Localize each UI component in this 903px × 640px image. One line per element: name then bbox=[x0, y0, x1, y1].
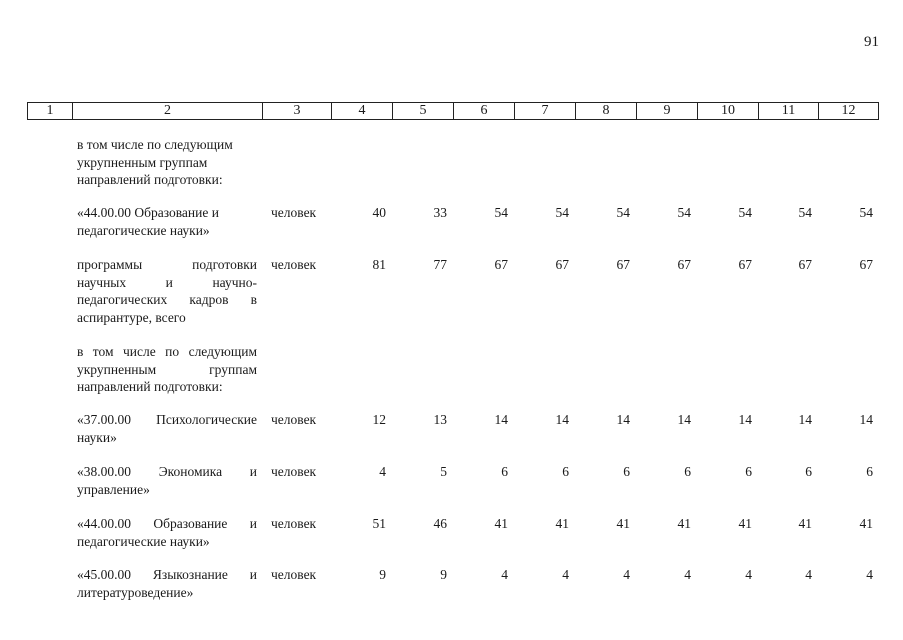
row-value: 41 bbox=[859, 516, 873, 531]
row-value: 4 bbox=[562, 567, 569, 582]
row-value: 67 bbox=[555, 257, 569, 272]
row-value: 4 bbox=[623, 567, 630, 582]
row-value: 54 bbox=[798, 205, 812, 220]
header-row bbox=[28, 103, 879, 120]
row-name: «44.00.00 Образование и педагогические науки» bbox=[77, 516, 257, 549]
header-cell: 11 bbox=[759, 103, 819, 120]
row-value: 6 bbox=[805, 464, 812, 479]
row-value: 77 bbox=[433, 257, 447, 272]
row-name: «37.00.00 Психологические науки» bbox=[77, 412, 257, 445]
row-value: 54 bbox=[494, 205, 508, 220]
header-cell: 1 bbox=[28, 103, 73, 120]
row-name: в том числе по следующим укрупненным группам направлений подготовки: bbox=[77, 344, 257, 394]
header-cell: 4 bbox=[332, 103, 393, 120]
row-value: 67 bbox=[738, 257, 752, 272]
page-number: 91 bbox=[864, 34, 879, 50]
row-value: 41 bbox=[555, 516, 569, 531]
row-name: «44.00.00 Образование и педагогические науки» bbox=[77, 205, 219, 238]
row-name: программы подготовки научных и научно-педагогических кадров в аспирантуре, всего bbox=[77, 257, 257, 325]
row-unit: человек bbox=[271, 516, 317, 531]
column-number-header bbox=[27, 102, 879, 120]
row-value: 14 bbox=[798, 412, 812, 427]
row-value: 6 bbox=[623, 464, 630, 479]
row-value: 6 bbox=[562, 464, 569, 479]
row-name: в том числе по следующим укрупненным группам направлений подготовки: bbox=[77, 137, 233, 187]
header-cell: 2 bbox=[73, 103, 263, 120]
row-value: 14 bbox=[859, 412, 873, 427]
row-value: 67 bbox=[494, 257, 508, 272]
row-value: 54 bbox=[555, 205, 569, 220]
row-name: «38.00.00 Экономика и управление» bbox=[77, 464, 257, 497]
row-value: 81 bbox=[372, 257, 386, 272]
row-value: 40 bbox=[372, 205, 386, 220]
row-value: 4 bbox=[379, 464, 386, 479]
row-value: 54 bbox=[738, 205, 752, 220]
row-value: 41 bbox=[677, 516, 691, 531]
row-value: 54 bbox=[616, 205, 630, 220]
row-value: 54 bbox=[677, 205, 691, 220]
row-value: 14 bbox=[616, 412, 630, 427]
header-cell: 10 bbox=[698, 103, 759, 120]
row-value: 33 bbox=[433, 205, 447, 220]
row-value: 14 bbox=[677, 412, 691, 427]
row-unit: человек bbox=[271, 412, 317, 427]
row-value: 4 bbox=[501, 567, 508, 582]
row-value: 51 bbox=[372, 516, 386, 531]
row-unit: человек bbox=[271, 567, 317, 582]
row-value: 9 bbox=[440, 567, 447, 582]
header-cell: 7 bbox=[515, 103, 576, 120]
row-value: 46 bbox=[433, 516, 447, 531]
row-value: 4 bbox=[866, 567, 873, 582]
header-cell: 8 bbox=[576, 103, 637, 120]
row-name: «45.00.00 Языкознание и литературоведение» bbox=[77, 567, 257, 600]
row-value: 6 bbox=[501, 464, 508, 479]
row-value: 14 bbox=[555, 412, 569, 427]
header-cell: 5 bbox=[393, 103, 454, 120]
row-value: 4 bbox=[805, 567, 812, 582]
row-value: 67 bbox=[798, 257, 812, 272]
row-value: 14 bbox=[494, 412, 508, 427]
row-unit: человек bbox=[271, 257, 317, 272]
row-value: 6 bbox=[745, 464, 752, 479]
row-value: 12 bbox=[372, 412, 386, 427]
row-value: 54 bbox=[859, 205, 873, 220]
row-value: 67 bbox=[616, 257, 630, 272]
header-cell: 6 bbox=[454, 103, 515, 120]
row-value: 67 bbox=[677, 257, 691, 272]
row-value: 41 bbox=[494, 516, 508, 531]
header-cell: 12 bbox=[819, 103, 879, 120]
header-cell: 9 bbox=[637, 103, 698, 120]
row-value: 5 bbox=[440, 464, 447, 479]
row-value: 41 bbox=[798, 516, 812, 531]
row-value: 13 bbox=[433, 412, 447, 427]
row-value: 4 bbox=[745, 567, 752, 582]
row-value: 41 bbox=[738, 516, 752, 531]
row-value: 41 bbox=[616, 516, 630, 531]
row-value: 6 bbox=[866, 464, 873, 479]
row-value: 14 bbox=[738, 412, 752, 427]
row-value: 67 bbox=[859, 257, 873, 272]
row-value: 9 bbox=[379, 567, 386, 582]
row-value: 6 bbox=[684, 464, 691, 479]
row-value: 4 bbox=[684, 567, 691, 582]
row-unit: человек bbox=[271, 464, 317, 479]
header-cell: 3 bbox=[263, 103, 332, 120]
row-unit: человек bbox=[271, 205, 317, 220]
